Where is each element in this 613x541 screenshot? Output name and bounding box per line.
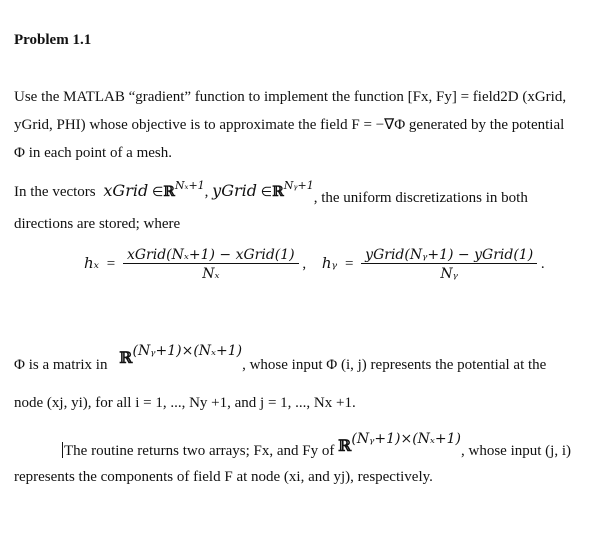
in-symbol: ∈ — [151, 184, 164, 199]
hy-symbol: hᵧ — [321, 253, 338, 272]
hy-denominator: Nᵧ — [440, 266, 458, 282]
para2-line2: directions are stored; where — [14, 216, 181, 232]
matrix-dims: (Nᵧ+1)×(Nₓ+1) — [132, 343, 243, 359]
reals-symbol: ℝ — [163, 184, 175, 200]
para1-line1: Use the MATLAB “gradient” function to implement the function [Fx, Fy] = field2D (xGrid, — [14, 89, 567, 105]
reals-symbol: ℝ — [119, 348, 133, 367]
para4-line2: represents the components of field F at node (xi, and yj), respectively. — [14, 469, 433, 485]
para3-tail: , whose input Φ (i, j) represents the potential at the — [242, 357, 547, 373]
hx-fraction — [123, 247, 299, 282]
para2-line1 — [14, 179, 528, 206]
para3-line2: node (xj, yi), for all i = 1, ..., Ny +1, and j = 1, ..., Nx +1. — [14, 395, 356, 411]
in-symbol: ∈ — [260, 184, 273, 199]
reals-symbol: ℝ — [272, 184, 284, 200]
formula-end: . — [540, 255, 545, 272]
problem-title: Problem 1.1 — [14, 32, 92, 48]
hy-numerator: yGrid(Nᵧ+1) − yGrid(1) — [361, 247, 537, 264]
ygrid-exponent: Nᵧ+1 — [283, 179, 314, 192]
para3-lead: Φ is a matrix in — [14, 357, 108, 373]
para3-line1 — [14, 343, 547, 375]
xgrid-exponent: Nₓ+1 — [174, 179, 205, 192]
para4-line1 — [62, 431, 571, 461]
equals-sign: = — [344, 255, 354, 272]
hy-fraction — [361, 247, 537, 282]
formula-row — [84, 247, 545, 282]
para4-lead: The routine returns two arrays; Fx, and Fy of — [64, 443, 335, 459]
matrix-dims: (Nᵧ+1)×(Nₓ+1) — [351, 431, 461, 447]
text-cursor — [62, 442, 63, 458]
para2-lead: In the vectors — [14, 184, 96, 200]
equals-sign: = — [106, 255, 116, 272]
formula-separator: , — [302, 255, 307, 272]
para2-tail: , the uniform discretizations in both — [313, 190, 528, 206]
para1-line2: yGrid, PHI) whose objective is to approximate the field F = −∇Φ generated by the potential — [14, 117, 565, 133]
comma: , — [204, 184, 209, 200]
para1-line3: Φ in each point of a mesh. — [14, 145, 173, 161]
para4-tail: , whose input (j, i) — [461, 443, 571, 459]
hx-symbol: hₓ — [84, 253, 99, 272]
hx-numerator: xGrid(Nₓ+1) − xGrid(1) — [123, 247, 299, 264]
reals-symbol: ℝ — [338, 436, 352, 455]
hx-denominator: Nₓ — [202, 266, 220, 282]
xgrid-symbol: xGrid — [103, 181, 149, 200]
ygrid-symbol: yGrid — [212, 181, 257, 200]
